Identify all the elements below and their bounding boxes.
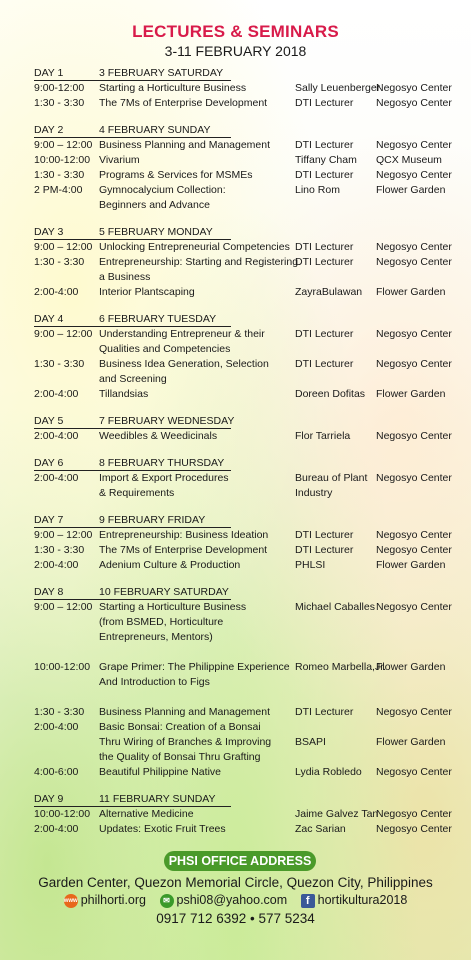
session-venue: Negosyo Center	[376, 529, 452, 541]
session-venue: Negosyo Center	[376, 544, 452, 556]
session-time: 9:00 – 12:00	[34, 241, 93, 253]
session-speaker: DTI Lecturer	[295, 256, 354, 268]
day-date: 4 FEBRUARY SUNDAY	[99, 124, 211, 136]
session-row	[0, 645, 471, 660]
session-topic: Qualities and Competencies	[99, 343, 231, 355]
session-speaker: Romeo Marbella,Jr.	[295, 661, 387, 673]
day-label: DAY 9	[34, 793, 64, 805]
day-date: 9 FEBRUARY FRIDAY	[99, 514, 206, 526]
session-row	[0, 270, 471, 285]
session-speaker: Sally Leuenberger	[295, 82, 381, 94]
session-row	[0, 429, 471, 444]
contact-row	[0, 893, 471, 908]
session-topic: and Screening	[99, 373, 167, 385]
session-speaker: PHLSI	[295, 559, 326, 571]
session-topic: Business Planning and Management	[99, 139, 271, 151]
day-date: 5 FEBRUARY MONDAY	[99, 226, 213, 238]
session-speaker: DTI Lecturer	[295, 169, 354, 181]
session-venue: Flower Garden	[376, 736, 446, 748]
session-row	[0, 543, 471, 558]
session-row	[0, 255, 471, 270]
session-venue: Negosyo Center	[376, 139, 452, 151]
session-row	[0, 705, 471, 720]
session-row	[0, 471, 471, 486]
session-topic: Grape Primer: The Philippine Experience	[99, 661, 290, 673]
session-time: 2:00-4:00	[34, 823, 79, 835]
www-icon: www	[64, 894, 78, 908]
session-speaker: DTI Lecturer	[295, 139, 354, 151]
session-speaker: ZayraBulawan	[295, 286, 363, 298]
session-topic: Interior Plantscaping	[99, 286, 195, 298]
day-header	[0, 123, 471, 138]
session-topic: Weedibles & Weedicinals	[99, 430, 218, 442]
session-speaker: DTI Lecturer	[295, 529, 354, 541]
day-date: 3 FEBRUARY SATURDAY	[99, 67, 224, 79]
session-venue: Negosyo Center	[376, 430, 452, 442]
day-block	[0, 312, 471, 402]
session-row	[0, 807, 471, 822]
session-venue: Negosyo Center	[376, 82, 452, 94]
session-venue: Flower Garden	[376, 661, 446, 673]
office-address: Garden Center, Quezon Memorial Circle, Quezon City, Philippines	[38, 875, 433, 890]
session-speaker: DTI Lecturer	[295, 328, 354, 340]
day-label: DAY 7	[34, 514, 64, 526]
session-topic: Business Planning and Management	[99, 706, 271, 718]
session-venue: Negosyo Center	[376, 358, 452, 370]
session-topic: Starting a Horticulture Business	[99, 601, 247, 613]
session-row	[0, 720, 471, 735]
session-speaker: Tiffany Cham	[295, 154, 357, 166]
session-topic: Thru Wiring of Branches & Improving	[99, 736, 272, 748]
session-venue: Flower Garden	[376, 388, 446, 400]
session-topic: Unlocking Entrepreneurial Competencies	[99, 241, 290, 253]
session-topic: Import & Export Procedures	[99, 472, 229, 484]
session-row	[0, 372, 471, 387]
day-date: 8 FEBRUARY THURSDAY	[99, 457, 225, 469]
day-header	[0, 456, 471, 471]
session-topic: Entrepreneurs, Mentors)	[99, 631, 213, 643]
session-venue: Negosyo Center	[376, 808, 452, 820]
session-row	[0, 357, 471, 372]
session-row	[0, 486, 471, 501]
session-time: 1:30 - 3:30	[34, 169, 85, 181]
session-time: 2:00-4:00	[34, 286, 79, 298]
day-block	[0, 414, 471, 444]
day-date: 10 FEBRUARY SATURDAY	[99, 586, 229, 598]
session-row	[0, 198, 471, 213]
session-time: 1:30 - 3:30	[34, 706, 85, 718]
session-row	[0, 600, 471, 615]
day-label: DAY 6	[34, 457, 64, 469]
session-time: 9:00 – 12:00	[34, 328, 93, 340]
session-row	[0, 96, 471, 111]
session-topic: Beautiful Philippine Native	[99, 766, 221, 778]
session-speaker: Lydia Robledo	[295, 766, 362, 778]
day-label: DAY 3	[34, 226, 64, 238]
day-block	[0, 513, 471, 573]
session-time: 10:00-12:00	[34, 808, 91, 820]
session-time: 9:00-12:00	[34, 82, 85, 94]
session-venue: Negosyo Center	[376, 766, 452, 778]
session-topic: the Quality of Bonsai Thru Grafting	[99, 751, 261, 763]
session-row	[0, 558, 471, 573]
session-topic: Starting a Horticulture Business	[99, 82, 247, 94]
session-time: 2:00-4:00	[34, 721, 79, 733]
event-dates: 3-11 FEBRUARY 2018	[164, 43, 307, 59]
day-block	[0, 456, 471, 501]
session-time: 2 PM-4:00	[34, 184, 83, 196]
session-speaker: Zac Sarian	[295, 823, 346, 835]
schedule	[0, 66, 471, 849]
session-row	[0, 285, 471, 300]
session-venue: Negosyo Center	[376, 823, 452, 835]
session-row	[0, 528, 471, 543]
session-venue: Negosyo Center	[376, 328, 452, 340]
session-venue: QCX Museum	[376, 154, 442, 166]
website-link[interactable]	[64, 893, 146, 908]
session-time: 9:00 – 12:00	[34, 139, 93, 151]
day-block	[0, 585, 471, 780]
session-row	[0, 387, 471, 402]
session-time: 2:00-4:00	[34, 472, 79, 484]
session-topic: Entrepreneurship: Business Ideation	[99, 529, 269, 541]
day-label: DAY 5	[34, 415, 64, 427]
session-topic: Vivarium	[99, 154, 140, 166]
session-speaker: Bureau of Plant	[295, 472, 368, 484]
session-time: 1:30 - 3:30	[34, 544, 85, 556]
session-speaker: Lino Rom	[295, 184, 340, 196]
session-speaker: Industry	[295, 487, 333, 499]
session-row	[0, 138, 471, 153]
day-block	[0, 225, 471, 300]
email-icon: ✉	[160, 894, 174, 908]
session-row	[0, 675, 471, 690]
session-topic: Updates: Exotic Fruit Trees	[99, 823, 226, 835]
day-label: DAY 2	[34, 124, 64, 136]
session-speaker: DTI Lecturer	[295, 358, 354, 370]
day-header	[0, 513, 471, 528]
session-time: 9:00 – 12:00	[34, 601, 93, 613]
session-venue: Negosyo Center	[376, 601, 452, 613]
session-row	[0, 168, 471, 183]
day-header	[0, 66, 471, 81]
session-row	[0, 822, 471, 837]
facebook-icon: f	[301, 894, 315, 908]
session-topic: Gymnocalycium Collection:	[99, 184, 226, 196]
session-topic: Basic Bonsai: Creation of a Bonsai	[99, 721, 261, 733]
session-speaker: Jaime Galvez Tan	[295, 808, 379, 820]
session-time: 2:00-4:00	[34, 430, 79, 442]
session-row	[0, 630, 471, 645]
session-topic: Adenium Culture & Production	[99, 559, 241, 571]
session-topic: Tillandsias	[99, 388, 149, 400]
email-text: pshi08@yahoo.com	[176, 893, 288, 908]
session-venue: Negosyo Center	[376, 256, 452, 268]
session-speaker: BSAPI	[295, 736, 326, 748]
session-time: 2:00-4:00	[34, 559, 79, 571]
session-topic: (from BSMED, Horticulture	[99, 616, 224, 628]
session-topic: & Requirements	[99, 487, 175, 499]
day-label: DAY 4	[34, 313, 64, 325]
session-venue: Flower Garden	[376, 559, 446, 571]
day-label: DAY 8	[34, 586, 64, 598]
day-date: 6 FEBRUARY TUESDAY	[99, 313, 217, 325]
session-row	[0, 327, 471, 342]
day-block	[0, 123, 471, 213]
session-topic: Programs & Services for MSMEs	[99, 169, 253, 181]
day-header	[0, 585, 471, 600]
session-venue: Flower Garden	[376, 286, 446, 298]
session-speaker: Doreen Dofitas	[295, 388, 366, 400]
session-topic: The 7Ms of Enterprise Development	[99, 97, 268, 109]
session-row	[0, 183, 471, 198]
session-topic: And Introduction to Figs	[99, 676, 210, 688]
website-text: philhorti.org	[80, 893, 147, 908]
phone-numbers: 0917 712 6392 • 577 5234	[156, 911, 315, 926]
session-time: 2:00-4:00	[34, 388, 79, 400]
session-time: 10:00-12:00	[34, 154, 91, 166]
session-venue: Negosyo Center	[376, 241, 452, 253]
session-topic: Alternative Medicine	[99, 808, 194, 820]
session-topic: Understanding Entrepreneur & their	[99, 328, 265, 340]
session-topic: a Business	[99, 271, 151, 283]
session-venue: Negosyo Center	[376, 472, 452, 484]
session-topic: Beginners and Advance	[99, 199, 210, 211]
session-speaker: DTI Lecturer	[295, 97, 354, 109]
session-row	[0, 615, 471, 630]
facebook-link[interactable]	[301, 893, 408, 908]
session-time: 4:00-6:00	[34, 766, 79, 778]
session-speaker: DTI Lecturer	[295, 241, 354, 253]
session-speaker: DTI Lecturer	[295, 706, 354, 718]
session-venue: Negosyo Center	[376, 97, 452, 109]
day-block	[0, 66, 471, 111]
session-speaker: Flor Tarriela	[295, 430, 351, 442]
session-topic: Business Idea Generation, Selection	[99, 358, 269, 370]
session-row	[0, 750, 471, 765]
facebook-text: hortikultura2018	[317, 893, 408, 908]
session-speaker: DTI Lecturer	[295, 544, 354, 556]
day-block	[0, 792, 471, 837]
office-address-badge: PHSI OFFICE ADDRESS	[164, 851, 316, 871]
day-header	[0, 225, 471, 240]
session-row	[0, 342, 471, 357]
session-row	[0, 240, 471, 255]
day-header	[0, 792, 471, 807]
session-venue: Negosyo Center	[376, 169, 452, 181]
day-label: DAY 1	[34, 67, 64, 79]
session-row	[0, 81, 471, 96]
day-header	[0, 414, 471, 429]
session-topic: The 7Ms of Enterprise Development	[99, 544, 268, 556]
day-header	[0, 312, 471, 327]
session-time: 1:30 - 3:30	[34, 358, 85, 370]
session-speaker: Michael Caballes	[295, 601, 375, 613]
session-time: 9:00 – 12:00	[34, 529, 93, 541]
session-time: 1:30 - 3:30	[34, 97, 85, 109]
session-time: 1:30 - 3:30	[34, 256, 85, 268]
session-row	[0, 765, 471, 780]
session-venue: Negosyo Center	[376, 706, 452, 718]
day-date: 11 FEBRUARY SUNDAY	[99, 793, 216, 805]
session-time: 10:00-12:00	[34, 661, 91, 673]
session-topic: Entrepreneurship: Starting and Registering	[99, 256, 299, 268]
session-row	[0, 735, 471, 750]
day-date: 7 FEBRUARY WEDNESDAY	[99, 415, 235, 427]
email-link[interactable]	[160, 893, 288, 908]
session-row	[0, 153, 471, 168]
session-venue: Flower Garden	[376, 184, 446, 196]
session-row	[0, 690, 471, 705]
session-row	[0, 660, 471, 675]
page-title: LECTURES & SEMINARS	[132, 22, 339, 41]
